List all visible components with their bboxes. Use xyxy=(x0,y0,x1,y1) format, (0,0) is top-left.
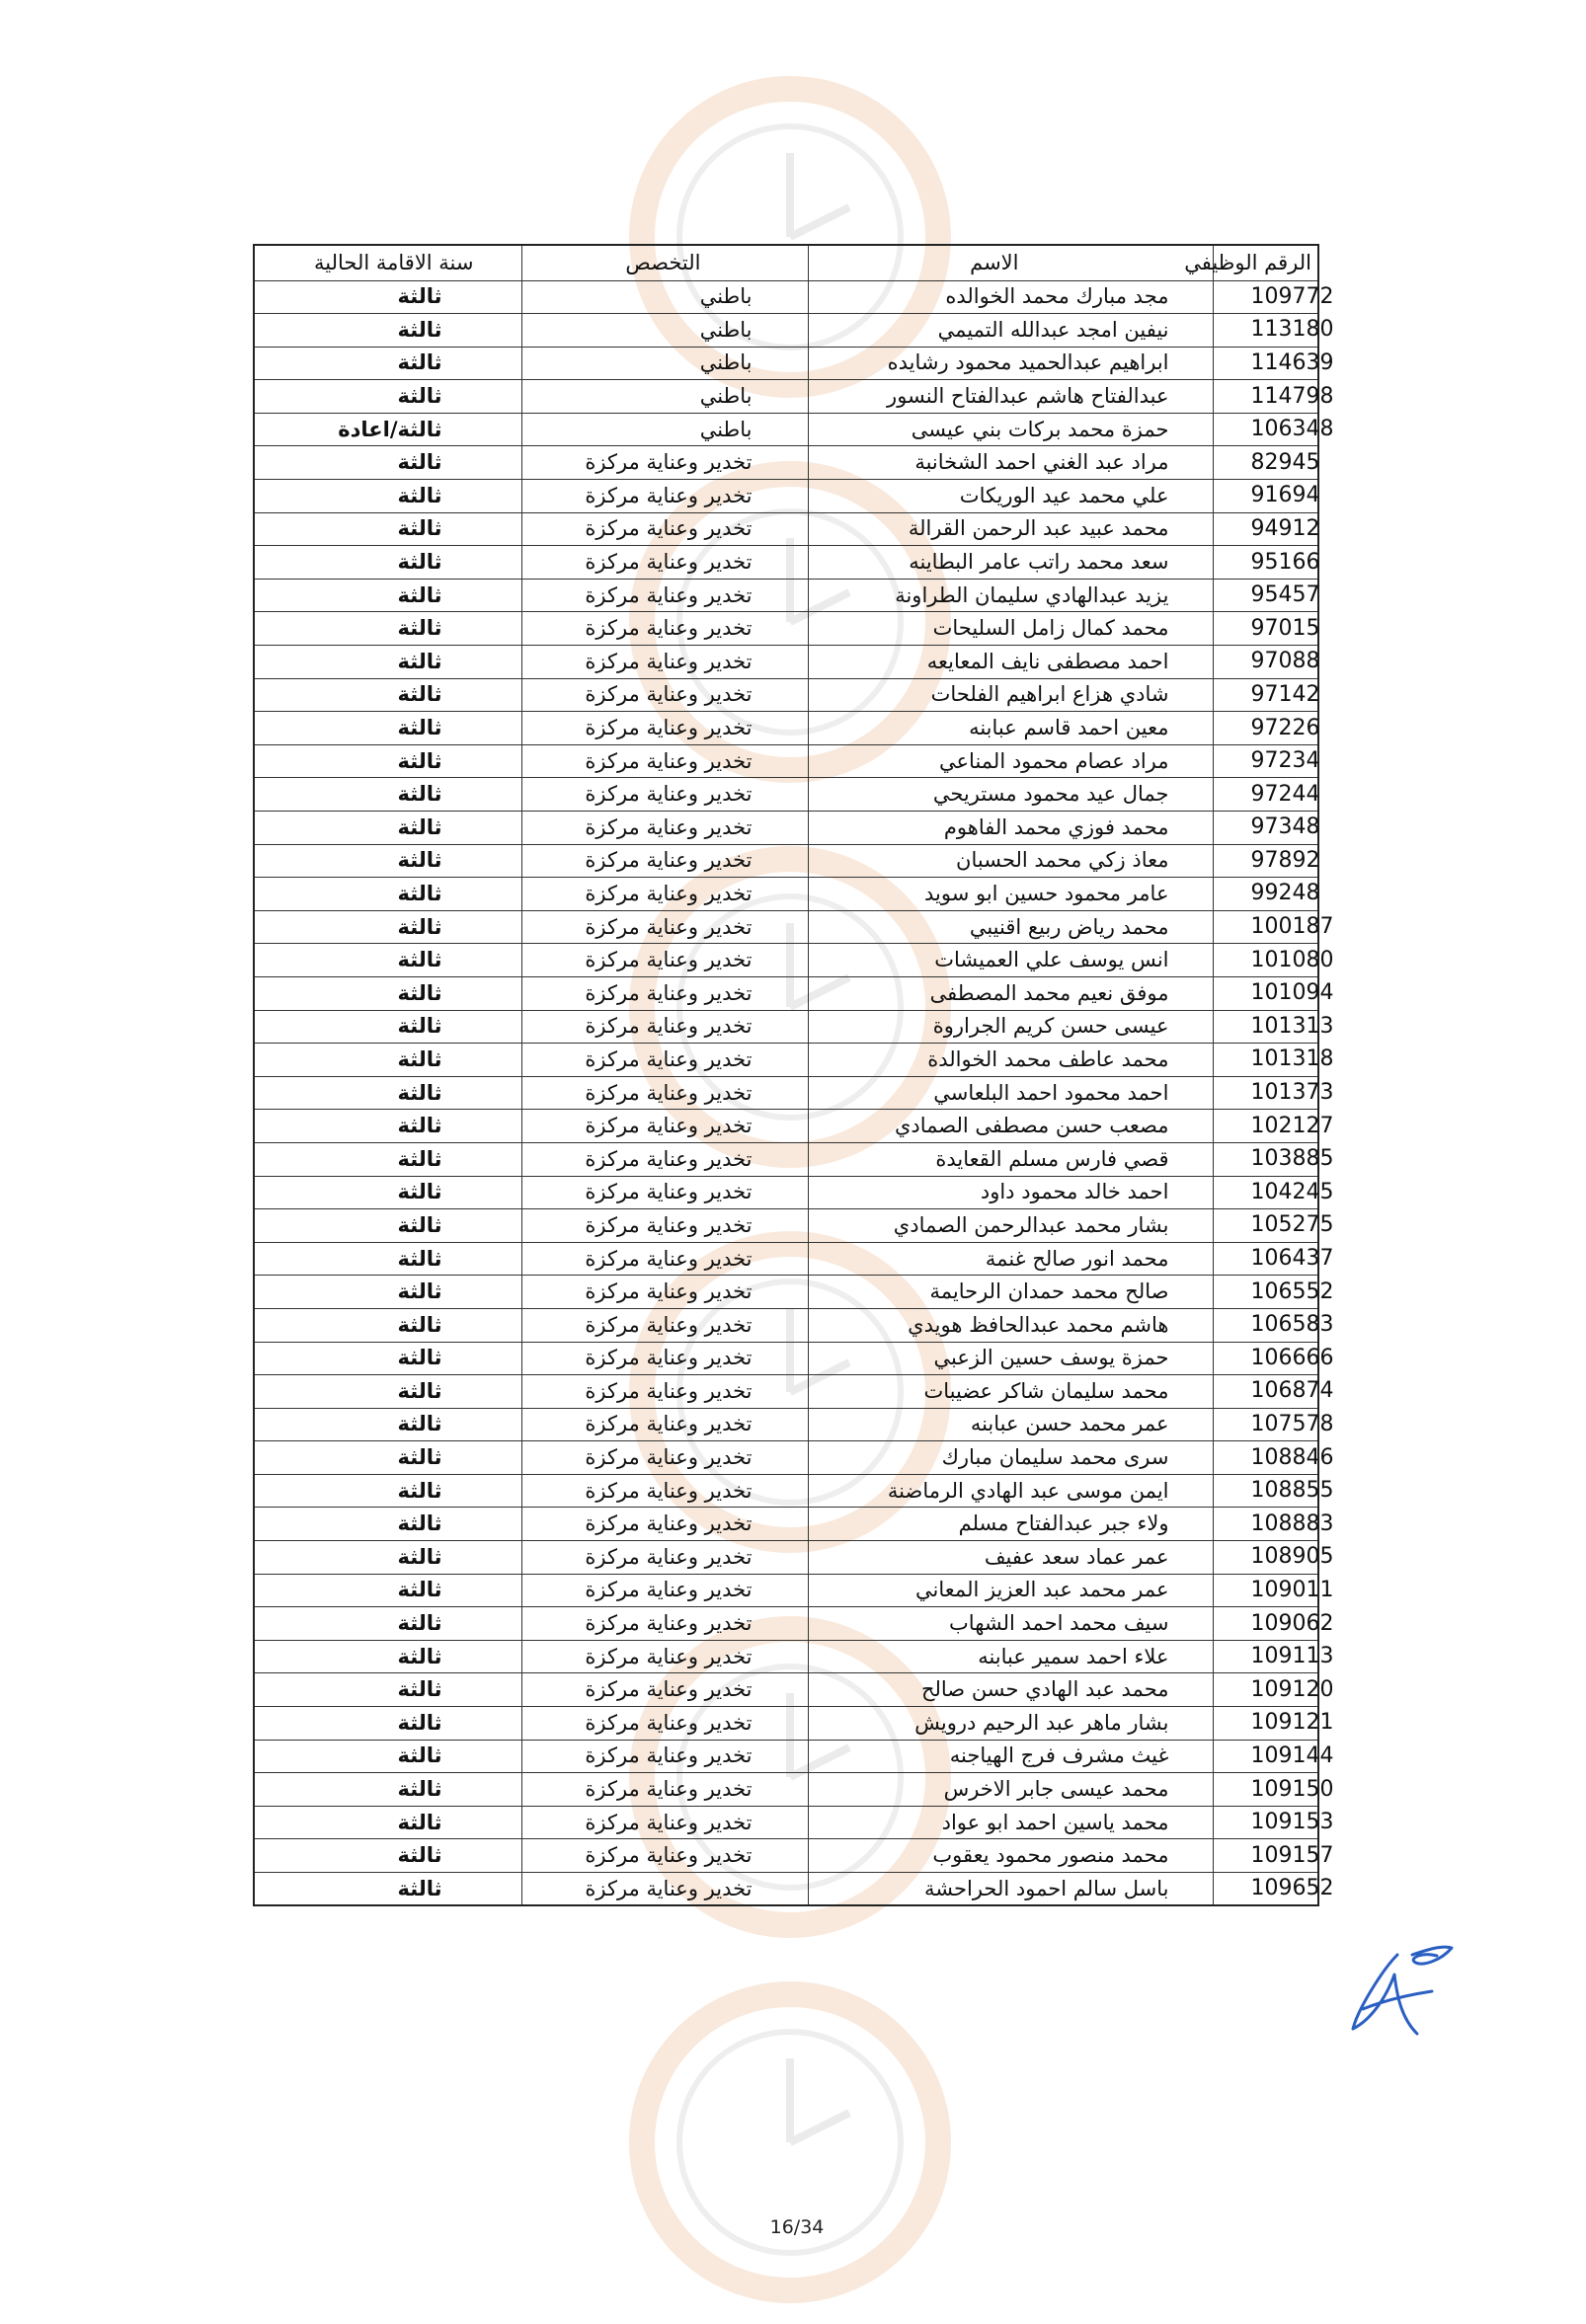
employee-id-cell: 97142 xyxy=(1213,678,1318,712)
specialty-cell: تخدير وعناية مركزة xyxy=(521,612,808,646)
name-cell: احمد خالد محمود داود xyxy=(808,1176,1213,1209)
specialty-cell: تخدير وعناية مركزة xyxy=(521,1673,808,1707)
table-row xyxy=(254,878,1318,911)
residency-year-cell: ثالثة/اعادة xyxy=(254,413,521,446)
name-cell: نيفين امجد عبدالله التميمي xyxy=(808,314,1213,348)
residency-year-cell: ثالثة xyxy=(254,1574,521,1607)
name-cell: محمد منصور محمود يعقوب xyxy=(808,1839,1213,1873)
table-row xyxy=(254,480,1318,513)
name-cell: جمال عيد محمود مستريحي xyxy=(808,778,1213,812)
residency-year-cell: ثالثة xyxy=(254,678,521,712)
employee-id-cell: 109144 xyxy=(1213,1740,1318,1773)
name-cell: عبدالفتاح هاشم عبدالفتاح النسور xyxy=(808,380,1213,414)
employee-id-cell: 106437 xyxy=(1213,1242,1318,1276)
table-row xyxy=(254,1242,1318,1276)
employee-id-cell: 82945 xyxy=(1213,446,1318,480)
residency-year-cell: ثالثة xyxy=(254,480,521,513)
watermark-logo xyxy=(612,1965,968,2320)
table-row xyxy=(254,380,1318,414)
table-row xyxy=(254,1541,1318,1575)
employee-id-cell: 101313 xyxy=(1213,1010,1318,1044)
table-row xyxy=(254,1142,1318,1176)
specialty-cell: تخدير وعناية مركزة xyxy=(521,1773,808,1807)
employee-id-cell: 97348 xyxy=(1213,812,1318,845)
residency-year-cell: ثالثة xyxy=(254,944,521,977)
name-cell: قصي فارس مسلم القعايدة xyxy=(808,1142,1213,1176)
residency-year-cell: ثالثة xyxy=(254,1176,521,1209)
name-cell: علي محمد عيد الوريكات xyxy=(808,480,1213,513)
table-row xyxy=(254,778,1318,812)
employee-id-cell: 101080 xyxy=(1213,944,1318,977)
residency-year-cell: ثالثة xyxy=(254,380,521,414)
name-cell: محمد عبيد عبد الرحمن القرالة xyxy=(808,512,1213,546)
specialty-cell: تخدير وعناية مركزة xyxy=(521,1574,808,1607)
name-cell: محمد ياسين احمد ابو عواد xyxy=(808,1806,1213,1839)
employee-id-cell: 97234 xyxy=(1213,744,1318,778)
employee-id-cell: 108905 xyxy=(1213,1541,1318,1575)
table-row xyxy=(254,910,1318,944)
residency-year-cell: ثالثة xyxy=(254,1142,521,1176)
table-row xyxy=(254,976,1318,1010)
name-cell: معين احمد قاسم عبابنه xyxy=(808,712,1213,745)
name-cell: محمد انور صالح غنمة xyxy=(808,1242,1213,1276)
specialty-cell: تخدير وعناية مركزة xyxy=(521,878,808,911)
employee-id-cell: 106348 xyxy=(1213,413,1318,446)
name-cell: حمزة محمد بركات بني عيسى xyxy=(808,413,1213,446)
specialty-cell: باطني xyxy=(521,380,808,414)
residency-year-cell: ثالثة xyxy=(254,579,521,612)
name-cell: ابراهيم عبدالحميد محمود رشايده xyxy=(808,347,1213,380)
employee-id-cell: 102127 xyxy=(1213,1110,1318,1143)
table-row xyxy=(254,546,1318,580)
specialty-cell: تخدير وعناية مركزة xyxy=(521,976,808,1010)
specialty-cell: تخدير وعناية مركزة xyxy=(521,1806,808,1839)
specialty-cell: تخدير وعناية مركزة xyxy=(521,1740,808,1773)
residency-year-cell: ثالثة xyxy=(254,778,521,812)
table-row xyxy=(254,944,1318,977)
table-row xyxy=(254,1176,1318,1209)
specialty-cell: تخدير وعناية مركزة xyxy=(521,1839,808,1873)
employee-id-cell: 104245 xyxy=(1213,1176,1318,1209)
table-row xyxy=(254,1375,1318,1409)
header-name: الاسم xyxy=(808,245,1213,280)
name-cell: محمد عيسى جابر الاخرس xyxy=(808,1773,1213,1807)
name-cell: احمد مصطفى نايف المعايعه xyxy=(808,646,1213,679)
employee-id-cell: 114639 xyxy=(1213,347,1318,380)
specialty-cell: تخدير وعناية مركزة xyxy=(521,1541,808,1575)
residency-year-cell: ثالثة xyxy=(254,1010,521,1044)
specialty-cell: تخدير وعناية مركزة xyxy=(521,1308,808,1342)
roster-table xyxy=(253,244,1334,1906)
name-cell: عامر محمود حسين ابو سويد xyxy=(808,878,1213,911)
employee-id-cell: 106583 xyxy=(1213,1308,1318,1342)
specialty-cell: تخدير وعناية مركزة xyxy=(521,1640,808,1673)
table-row xyxy=(254,1076,1318,1110)
name-cell: غيث مشرف فرج الهياجنه xyxy=(808,1740,1213,1773)
name-cell: محمد عاطف محمد الخوالدة xyxy=(808,1044,1213,1077)
table-row xyxy=(254,1873,1318,1906)
specialty-cell: تخدير وعناية مركزة xyxy=(521,1044,808,1077)
specialty-cell: باطني xyxy=(521,347,808,380)
name-cell: سعد محمد راتب عامر البطاينه xyxy=(808,546,1213,580)
table-row xyxy=(254,512,1318,546)
specialty-cell: تخدير وعناية مركزة xyxy=(521,1010,808,1044)
specialty-cell: باطني xyxy=(521,413,808,446)
specialty-cell: تخدير وعناية مركزة xyxy=(521,1276,808,1309)
employee-id-cell: 114798 xyxy=(1213,380,1318,414)
table-row xyxy=(254,1010,1318,1044)
table-row xyxy=(254,1574,1318,1607)
employee-id-cell: 109120 xyxy=(1213,1673,1318,1707)
residency-year-cell: ثالثة xyxy=(254,812,521,845)
name-cell: مجد مبارك محمد الخوالده xyxy=(808,280,1213,314)
header-residency-year: سنة الاقامة الحالية xyxy=(254,245,521,280)
specialty-cell: تخدير وعناية مركزة xyxy=(521,512,808,546)
employee-id-cell: 109772 xyxy=(1213,280,1318,314)
name-cell: حمزة يوسف حسين الزعبي xyxy=(808,1342,1213,1375)
specialty-cell: تخدير وعناية مركزة xyxy=(521,744,808,778)
table-row xyxy=(254,678,1318,712)
residency-year-cell: ثالثة xyxy=(254,976,521,1010)
name-cell: باسل سالم احمود الحراحشة xyxy=(808,1873,1213,1906)
table-row xyxy=(254,1209,1318,1243)
specialty-cell: تخدير وعناية مركزة xyxy=(521,678,808,712)
employee-id-cell: 108883 xyxy=(1213,1508,1318,1541)
name-cell: ايمن موسى عبد الهادي الرماضنة xyxy=(808,1474,1213,1508)
residency-year-cell: ثالثة xyxy=(254,712,521,745)
name-cell: بشار محمد عبدالرحمن الصمادي xyxy=(808,1209,1213,1243)
table-row xyxy=(254,413,1318,446)
employee-id-cell: 103885 xyxy=(1213,1142,1318,1176)
employee-id-cell: 97088 xyxy=(1213,646,1318,679)
name-cell: احمد محمود احمد البلعاسي xyxy=(808,1076,1213,1110)
name-cell: محمد سليمان شاكر عضيبات xyxy=(808,1375,1213,1409)
table-row xyxy=(254,1640,1318,1673)
table-row xyxy=(254,1342,1318,1375)
name-cell: محمد رياض ربيع اقنيبي xyxy=(808,910,1213,944)
table-row xyxy=(254,1839,1318,1873)
header-employee-id: الرقم الوظيفي xyxy=(1213,245,1318,280)
table-row xyxy=(254,280,1318,314)
residency-year-cell: ثالثة xyxy=(254,347,521,380)
employee-id-cell: 109150 xyxy=(1213,1773,1318,1807)
name-cell: عيسى حسن كريم الجراروة xyxy=(808,1010,1213,1044)
name-cell: محمد عبد الهادي حسن صالح xyxy=(808,1673,1213,1707)
name-cell: علاء احمد سمير عبابنه xyxy=(808,1640,1213,1673)
residency-year-cell: ثالثة xyxy=(254,1873,521,1906)
table-row xyxy=(254,1441,1318,1475)
residency-year-cell: ثالثة xyxy=(254,844,521,878)
name-cell: موفق نعيم محمد المصطفى xyxy=(808,976,1213,1010)
table-row xyxy=(254,744,1318,778)
table-row xyxy=(254,1773,1318,1807)
residency-year-cell: ثالثة xyxy=(254,546,521,580)
table-row xyxy=(254,712,1318,745)
specialty-cell: تخدير وعناية مركزة xyxy=(521,480,808,513)
name-cell: بشار ماهر عبد الرحيم درويش xyxy=(808,1707,1213,1741)
residency-year-cell: ثالثة xyxy=(254,1375,521,1409)
name-cell: عمر عماد سعد عفيف xyxy=(808,1541,1213,1575)
employee-id-cell: 108855 xyxy=(1213,1474,1318,1508)
residency-year-cell: ثالثة xyxy=(254,280,521,314)
specialty-cell: تخدير وعناية مركزة xyxy=(521,1474,808,1508)
specialty-cell: تخدير وعناية مركزة xyxy=(521,1607,808,1641)
residency-year-cell: ثالثة xyxy=(254,314,521,348)
specialty-cell: تخدير وعناية مركزة xyxy=(521,1076,808,1110)
employee-id-cell: 109062 xyxy=(1213,1607,1318,1641)
specialty-cell: تخدير وعناية مركزة xyxy=(521,1873,808,1906)
table-row xyxy=(254,844,1318,878)
residency-year-cell: ثالثة xyxy=(254,910,521,944)
specialty-cell: تخدير وعناية مركزة xyxy=(521,1242,808,1276)
residency-year-cell: ثالثة xyxy=(254,1541,521,1575)
table-row xyxy=(254,1607,1318,1641)
table-row xyxy=(254,347,1318,380)
specialty-cell: تخدير وعناية مركزة xyxy=(521,446,808,480)
handwritten-signature xyxy=(1343,1900,1457,2044)
residency-year-cell: ثالثة xyxy=(254,612,521,646)
name-cell: عمر محمد عبد العزيز المعاني xyxy=(808,1574,1213,1607)
table-header-row xyxy=(254,245,1318,280)
employee-id-cell: 105275 xyxy=(1213,1209,1318,1243)
specialty-cell: تخدير وعناية مركزة xyxy=(521,712,808,745)
specialty-cell: تخدير وعناية مركزة xyxy=(521,1441,808,1475)
residency-year-cell: ثالثة xyxy=(254,1076,521,1110)
employee-id-cell: 109113 xyxy=(1213,1640,1318,1673)
residency-year-cell: ثالثة xyxy=(254,878,521,911)
table-row xyxy=(254,314,1318,348)
residency-year-cell: ثالثة xyxy=(254,1308,521,1342)
specialty-cell: تخدير وعناية مركزة xyxy=(521,1408,808,1441)
employee-id-cell: 101373 xyxy=(1213,1076,1318,1110)
table-row xyxy=(254,1110,1318,1143)
employee-id-cell: 106552 xyxy=(1213,1276,1318,1309)
name-cell: معاذ زكي محمد الحسبان xyxy=(808,844,1213,878)
residency-year-cell: ثالثة xyxy=(254,1607,521,1641)
residency-year-cell: ثالثة xyxy=(254,1806,521,1839)
name-cell: يزيد عبدالهادي سليمان الطراونة xyxy=(808,579,1213,612)
table-row xyxy=(254,446,1318,480)
specialty-cell: تخدير وعناية مركزة xyxy=(521,778,808,812)
residency-year-cell: ثالثة xyxy=(254,1441,521,1475)
specialty-cell: تخدير وعناية مركزة xyxy=(521,1508,808,1541)
table-row xyxy=(254,1707,1318,1741)
name-cell: محمد كمال زامل السليحات xyxy=(808,612,1213,646)
table-row xyxy=(254,812,1318,845)
specialty-cell: تخدير وعناية مركزة xyxy=(521,1142,808,1176)
residency-year-cell: ثالثة xyxy=(254,512,521,546)
table-row xyxy=(254,1044,1318,1077)
residency-year-cell: ثالثة xyxy=(254,1707,521,1741)
employee-id-cell: 100187 xyxy=(1213,910,1318,944)
employee-id-cell: 109011 xyxy=(1213,1574,1318,1607)
employee-id-cell: 109153 xyxy=(1213,1806,1318,1839)
residency-year-cell: ثالثة xyxy=(254,1839,521,1873)
residency-year-cell: ثالثة xyxy=(254,1408,521,1441)
table-row xyxy=(254,1474,1318,1508)
page-number: 16/34 xyxy=(769,2216,825,2238)
residency-year-cell: ثالثة xyxy=(254,446,521,480)
specialty-cell: تخدير وعناية مركزة xyxy=(521,1176,808,1209)
name-cell: انس يوسف علي العميشات xyxy=(808,944,1213,977)
employee-id-cell: 95166 xyxy=(1213,546,1318,580)
specialty-cell: تخدير وعناية مركزة xyxy=(521,646,808,679)
table-row xyxy=(254,1276,1318,1309)
table-row xyxy=(254,1508,1318,1541)
specialty-cell: تخدير وعناية مركزة xyxy=(521,1707,808,1741)
residency-year-cell: ثالثة xyxy=(254,646,521,679)
name-cell: محمد فوزي محمد الفاهوم xyxy=(808,812,1213,845)
name-cell: صالح محمد حمدان الرحايمة xyxy=(808,1276,1213,1309)
roster-table-container xyxy=(255,244,1334,1906)
header-specialty: التخصص xyxy=(521,245,808,280)
specialty-cell: تخدير وعناية مركزة xyxy=(521,812,808,845)
employee-id-cell: 97015 xyxy=(1213,612,1318,646)
residency-year-cell: ثالثة xyxy=(254,1740,521,1773)
residency-year-cell: ثالثة xyxy=(254,1342,521,1375)
employee-id-cell: 97226 xyxy=(1213,712,1318,745)
name-cell: شادي هزاع ابراهيم الفلحات xyxy=(808,678,1213,712)
employee-id-cell: 109121 xyxy=(1213,1707,1318,1741)
employee-id-cell: 113180 xyxy=(1213,314,1318,348)
name-cell: ولاء جبر عبدالفتاح مسلم xyxy=(808,1508,1213,1541)
specialty-cell: تخدير وعناية مركزة xyxy=(521,1110,808,1143)
employee-id-cell: 109157 xyxy=(1213,1839,1318,1873)
residency-year-cell: ثالثة xyxy=(254,1773,521,1807)
name-cell: مراد عبد الغني احمد الشخانبة xyxy=(808,446,1213,480)
employee-id-cell: 109652 xyxy=(1213,1873,1318,1906)
residency-year-cell: ثالثة xyxy=(254,1474,521,1508)
employee-id-cell: 91694 xyxy=(1213,480,1318,513)
residency-year-cell: ثالثة xyxy=(254,1508,521,1541)
table-row xyxy=(254,612,1318,646)
employee-id-cell: 101318 xyxy=(1213,1044,1318,1077)
specialty-cell: باطني xyxy=(521,314,808,348)
employee-id-cell: 97244 xyxy=(1213,778,1318,812)
table-row xyxy=(254,579,1318,612)
table-row xyxy=(254,1308,1318,1342)
employee-id-cell: 108846 xyxy=(1213,1441,1318,1475)
table-row xyxy=(254,1673,1318,1707)
residency-year-cell: ثالثة xyxy=(254,1209,521,1243)
residency-year-cell: ثالثة xyxy=(254,1673,521,1707)
residency-year-cell: ثالثة xyxy=(254,744,521,778)
specialty-cell: تخدير وعناية مركزة xyxy=(521,1209,808,1243)
residency-year-cell: ثالثة xyxy=(254,1640,521,1673)
name-cell: مصعب حسن مصطفى الصمادي xyxy=(808,1110,1213,1143)
residency-year-cell: ثالثة xyxy=(254,1276,521,1309)
employee-id-cell: 99248 xyxy=(1213,878,1318,911)
residency-year-cell: ثالثة xyxy=(254,1044,521,1077)
employee-id-cell: 107578 xyxy=(1213,1408,1318,1441)
employee-id-cell: 94912 xyxy=(1213,512,1318,546)
residency-year-cell: ثالثة xyxy=(254,1242,521,1276)
specialty-cell: تخدير وعناية مركزة xyxy=(521,910,808,944)
table-row xyxy=(254,1740,1318,1773)
employee-id-cell: 101094 xyxy=(1213,976,1318,1010)
specialty-cell: تخدير وعناية مركزة xyxy=(521,579,808,612)
name-cell: مراد عصام محمود المناعي xyxy=(808,744,1213,778)
residency-year-cell: ثالثة xyxy=(254,1110,521,1143)
employee-id-cell: 95457 xyxy=(1213,579,1318,612)
employee-id-cell: 106874 xyxy=(1213,1375,1318,1409)
table-row xyxy=(254,1408,1318,1441)
name-cell: هاشم محمد عبدالحافظ هويدي xyxy=(808,1308,1213,1342)
specialty-cell: باطني xyxy=(521,280,808,314)
specialty-cell: تخدير وعناية مركزة xyxy=(521,944,808,977)
specialty-cell: تخدير وعناية مركزة xyxy=(521,546,808,580)
specialty-cell: تخدير وعناية مركزة xyxy=(521,1375,808,1409)
specialty-cell: تخدير وعناية مركزة xyxy=(521,1342,808,1375)
specialty-cell: تخدير وعناية مركزة xyxy=(521,844,808,878)
table-row xyxy=(254,646,1318,679)
table-row xyxy=(254,1806,1318,1839)
employee-id-cell: 106666 xyxy=(1213,1342,1318,1375)
name-cell: سيف محمد احمد الشهاب xyxy=(808,1607,1213,1641)
name-cell: سرى محمد سليمان مبارك xyxy=(808,1441,1213,1475)
name-cell: عمر محمد حسن عبابنه xyxy=(808,1408,1213,1441)
employee-id-cell: 97892 xyxy=(1213,844,1318,878)
table-body xyxy=(254,280,1334,1905)
